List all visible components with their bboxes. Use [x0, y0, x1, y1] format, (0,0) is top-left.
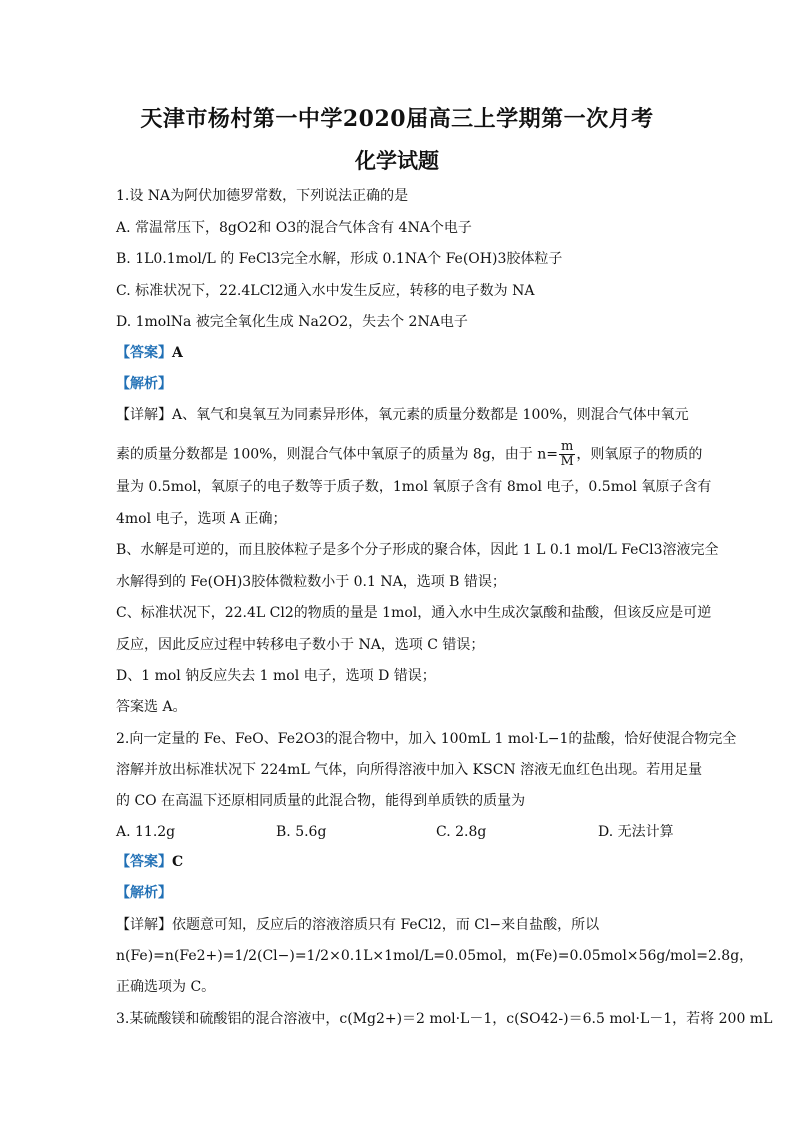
q2-detail-line: 正确选项为 C。	[116, 979, 216, 995]
q1-detail-line: 量为 0.5mol，氧原子的电子数等于质子数，1mol 氧原子含有 8mol 电子，0.5mol 氧原子含有	[116, 479, 712, 495]
q2-detail-line: n(Fe)=n(Fe2+)=1/2(Cl−)=1/2×0.1L×1mol/L=0.05mol，m(Fe)=0.05mol×56g/mol=2.8g，	[116, 948, 754, 964]
page-subtitle: 化学试题	[355, 148, 439, 173]
q2-stem-line: 溶解并放出标准状况下 224mL 气体，向所得溶液中加入 KSCN 溶液无血红色出现。若用足量	[116, 762, 703, 778]
q1-detail-text: 素的质量分数都是 100%，则混合气体中氧原子的质量为 8g，由于 n=	[116, 446, 558, 463]
q1-detail-line: 【详解】A、氧气和臭氧互为同素异形体，氧元素的质量分数都是 100%，则混合气体中氧元	[116, 407, 689, 423]
analysis-tag: 【解析】	[116, 885, 172, 901]
q1-detail-line: 答案选 A。	[116, 699, 187, 715]
q1-option-a: A. 常温常压下，8gO2和 O3的混合气体含有 4NA个电子	[116, 220, 472, 236]
q1-detail-line: 水解得到的 Fe(OH)3胶体微粒数小于 0.1 NA，选项 B 错误；	[116, 574, 506, 590]
q1-analysis-tag	[116, 374, 682, 394]
q1-stem: 1.设 NA为阿伏加德罗常数，下列说法正确的是	[116, 188, 409, 204]
page-title: 天津市杨村第一中学2020届高三上学期第一次月考	[140, 106, 654, 132]
q1-option-b: B. 1L0.1mol/L 的 FeCl3完全水解，形成 0.1NA个 Fe(OH)3胶体粒子	[116, 251, 563, 267]
fraction-numerator: m	[561, 439, 574, 454]
fraction-m-over-M	[559, 440, 575, 469]
q2-answer	[116, 852, 682, 872]
q2-option-a: A. 11.2g	[116, 824, 176, 840]
q1-detail-line: D、1 mol 钠反应失去 1 mol 电子，选项 D 错误；	[116, 668, 436, 684]
analysis-tag: 【解析】	[116, 376, 172, 392]
answer-tag: 【答案】	[116, 854, 172, 870]
q2-option-c: C. 2.8g	[436, 824, 487, 840]
q2-detail-line: 【详解】依题意可知，反应后的溶液溶质只有 FeCl2，而 Cl−来自盐酸，所以	[116, 917, 600, 933]
q1-detail-line-formula	[116, 439, 703, 469]
q1-answer	[116, 343, 682, 363]
q3-stem: 3.某硫酸镁和硫酸铝的混合溶液中，c(Mg2+)＝2 mol·L－1，c(SO42-)＝6.5 mol·L－1，若将 200 mL	[116, 1011, 773, 1027]
q1-detail-line: 4mol 电子，选项 A 正确；	[116, 511, 287, 527]
answer-value: A	[172, 345, 183, 361]
q1-detail-text: ，则氧原子的物质的	[576, 446, 703, 463]
q2-analysis-tag	[116, 883, 682, 903]
q1-option-c: C. 标准状况下，22.4LCl2通入水中发生反应，转移的电子数为 NA	[116, 283, 535, 299]
q2-option-b: B. 5.6g	[276, 824, 327, 840]
q2-stem-line: 的 CO 在高温下还原相同质量的此混合物，能得到单质铁的质量为	[116, 793, 526, 809]
q1-detail-line: 反应，因此反应过程中转移电子数小于 NA，选项 C 错误；	[116, 637, 485, 653]
q2-stem-line: 2.向一定量的 Fe、FeO、Fe2O3的混合物中，加入 100mL 1 mol·L−1的盐酸，恰好使混合物完全	[116, 731, 737, 747]
q1-detail-line: B、水解是可逆的，而且胶体粒子是多个分子形成的聚合体，因此 1 L 0.1 mol/L FeCl3溶液完全	[116, 542, 719, 558]
q1-detail-line: C、标准状况下，22.4L Cl2的物质的量是 1mol，通入水中生成次氯酸和盐酸，但该反应是可逆	[116, 605, 712, 621]
fraction-denominator: M	[560, 454, 574, 469]
q1-option-d: D. 1molNa 被完全氧化生成 Na2O2，失去个 2NA电子	[116, 314, 468, 330]
q2-option-d: D. 无法计算	[598, 824, 674, 840]
answer-value: C	[172, 854, 184, 870]
answer-tag: 【答案】	[116, 345, 172, 361]
